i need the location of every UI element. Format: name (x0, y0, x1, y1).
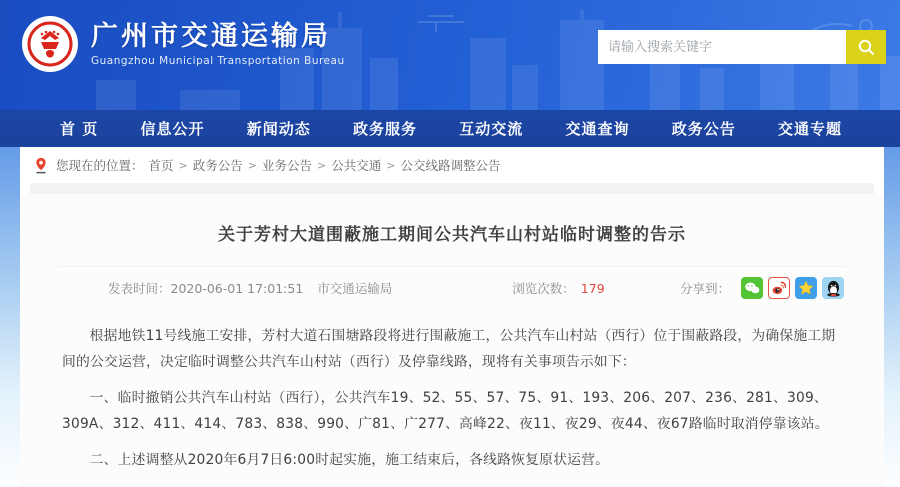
nav-item-interaction[interactable]: 互动交流 (459, 120, 524, 138)
share-qzone-button[interactable] (795, 277, 817, 299)
breadcrumb-link-public-transport[interactable]: 公共交通 (331, 158, 382, 173)
nav-item-news[interactable]: 新闻动态 (246, 120, 311, 138)
publish-time (108, 279, 303, 297)
breadcrumb-link-notices[interactable]: 政务公告 (192, 158, 243, 173)
view-count-label: 浏览次数： (512, 281, 575, 296)
share-label: 分享到： (679, 281, 730, 296)
search-bar (598, 30, 886, 64)
nav-item-services[interactable]: 政务服务 (352, 120, 417, 138)
breadcrumb (20, 147, 884, 183)
nav-item-topics[interactable]: 交通专题 (777, 120, 842, 138)
nav-item-info[interactable]: 信息公开 (140, 120, 205, 138)
breadcrumb-link-business-notices[interactable]: 业务公告 (261, 158, 312, 173)
publish-time-value: 2020-06-01 17:01:51 (170, 281, 304, 296)
article (20, 194, 884, 487)
weibo-icon (771, 280, 787, 296)
breadcrumb-link-home[interactable]: 首页 (148, 158, 174, 173)
breadcrumb-separator: > (386, 158, 396, 172)
share-weibo-button[interactable] (768, 277, 790, 299)
main-nav (0, 110, 900, 147)
qzone-star-icon (798, 280, 814, 296)
wechat-icon (744, 281, 760, 295)
breadcrumb-separator: > (178, 158, 188, 172)
site-header (0, 0, 900, 110)
article-title: 关于芳村大道围蔽施工期间公共汽车山村站临时调整的告示 (218, 225, 686, 245)
content-card (20, 147, 884, 487)
article-paragraph-item-1: 一、临时撤销公共汽车山村站（西行），公共汽车19、52、55、57、75、91、193、206、207、236、281、309、309A、312、411、414、783、838、990、广81、广277、高峰22、夜11、夜29、夜44、夜67路临时取消停靠该站。 (62, 390, 829, 432)
search-icon (857, 38, 875, 56)
breadcrumb-separator: > (317, 158, 327, 172)
article-paragraph-item-2: 二、上述调整从2020年6月7日6:00时起实施，施工结束后，各线路恢复原状运营。 (89, 452, 610, 469)
share-wechat-button[interactable] (741, 277, 763, 299)
section-divider-strip (30, 183, 874, 194)
article-meta-row (20, 267, 884, 309)
article-body (20, 309, 884, 474)
location-pin-icon (34, 157, 48, 174)
bureau-emblem-icon (22, 16, 78, 72)
site-subtitle: Guangzhou Municipal Transportation Bureau (91, 55, 345, 68)
share-box (680, 277, 844, 299)
publish-time-label: 发表时间： (108, 281, 171, 296)
breadcrumb-current-page[interactable]: 公交线路调整公告 (400, 158, 501, 173)
breadcrumb-prefix: 您现在的位置： (56, 158, 144, 173)
article-source: 市交通运输局 (317, 281, 393, 296)
article-paragraph-intro: 根据地铁11号线施工安排，芳村大道石围塘路段将进行围蔽施工，公共汽车山村站（西行）位于围蔽路段，为确保施工期间的公交运营，决定临时调整公共汽车山村站（西行）及停靠线路，现将有关事项告示如下： (62, 328, 836, 370)
search-button[interactable] (846, 30, 886, 64)
view-count (512, 279, 604, 297)
breadcrumb-separator: > (247, 158, 257, 172)
qq-penguin-icon (826, 280, 841, 297)
site-title: 广州市交通运输局 (91, 20, 331, 52)
view-count-value: 179 (580, 281, 605, 296)
search-input[interactable] (598, 30, 846, 64)
nav-item-home[interactable]: 首 页 (60, 120, 99, 138)
nav-item-query[interactable]: 交通查询 (565, 120, 630, 138)
share-qq-button[interactable] (822, 277, 844, 299)
nav-item-notices[interactable]: 政务公告 (671, 120, 736, 138)
site-logo[interactable] (22, 16, 345, 72)
